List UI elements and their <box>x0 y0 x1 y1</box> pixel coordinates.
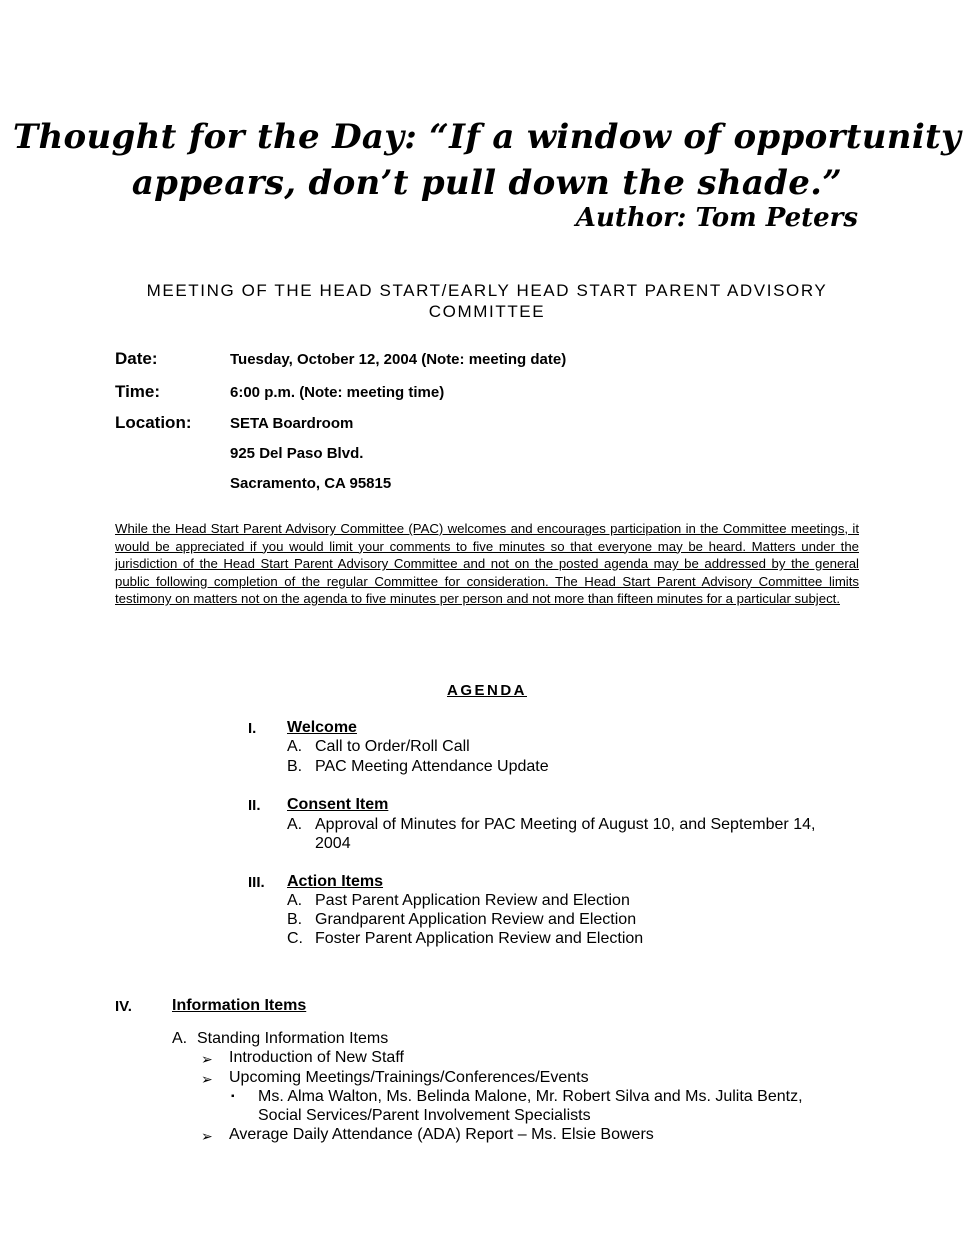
section-4-title: Information Items <box>172 997 307 1014</box>
agenda-item <box>172 1030 388 1048</box>
agenda-item <box>287 758 549 776</box>
arrow-bullet-icon: ➢ <box>201 1128 213 1144</box>
sub-item: Upcoming Meetings/Trainings/Conferences/Events <box>229 1069 589 1086</box>
arrow-bullet-icon: ➢ <box>201 1051 213 1067</box>
time-label: Time: <box>115 382 161 401</box>
sub-item: Introduction of New Staff <box>229 1049 404 1066</box>
agenda-title: AGENDA <box>446 682 527 699</box>
item-text: Past Parent Application Review and Election <box>315 892 630 909</box>
arrow-bullet-icon: ➢ <box>201 1071 213 1087</box>
location-line-2: 925 Del Paso Blvd. <box>230 445 364 462</box>
agenda-item <box>287 816 815 834</box>
item-marker: A. <box>287 816 303 833</box>
public-comment-notice: While the Head Start Parent Advisory Committee (PAC) welcomes and encourages participation in the Committee meetings, it would be appreciated if you would limit your comments to five minutes so that everyone may be heard. Matters under the jurisdiction of the Head Start Parent Advisory Committee and not on the posted agenda may be addressed by the general public following completion of the regular Committee for consideration. The Head Start Parent Advisory Committee limits testimony on matters not on the agenda to five minutes per person and not more than fifteen minutes for a particular subject. <box>115 521 859 606</box>
item-marker: B. <box>287 911 303 928</box>
location-line-1: SETA Boardroom <box>230 415 354 432</box>
date-value: Tuesday, October 12, 2004 (Note: meeting date) <box>230 351 567 368</box>
square-bullet-icon: ▪ <box>231 1091 235 1102</box>
item-text: Standing Information Items <box>197 1030 389 1047</box>
item-marker: A. <box>287 738 303 755</box>
item-text: PAC Meeting Attendance Update <box>315 758 549 775</box>
section-1-title: Welcome <box>287 719 357 736</box>
quote-author: Author: Tom Peters <box>575 203 858 233</box>
agenda-item <box>287 892 630 910</box>
quote-line-2: appears, don’t pull down the shade.” <box>131 163 843 203</box>
section-3-title: Action Items <box>287 873 384 890</box>
sub-sub-item-continuation: Social Services/Parent Involvement Specialists <box>258 1107 591 1124</box>
item-text: Approval of Minutes for PAC Meeting of August 10, and September 14, <box>315 816 816 833</box>
section-4-number: IV. <box>115 998 132 1015</box>
date-label: Date: <box>115 349 158 368</box>
time-value: 6:00 p.m. (Note: meeting time) <box>230 384 445 401</box>
item-marker: A. <box>172 1030 188 1047</box>
item-marker: A. <box>287 892 303 909</box>
quote-line-1: Thought for the Day: “If a window of opportunity <box>12 117 962 157</box>
location-label: Location: <box>115 413 192 432</box>
sub-sub-item: Ms. Alma Walton, Ms. Belinda Malone, Mr. Robert Silva and Ms. Julita Bentz, <box>258 1088 803 1105</box>
item-marker: B. <box>287 758 303 775</box>
agenda-item <box>287 930 643 948</box>
section-2-number: II. <box>248 797 261 814</box>
item-text: Call to Order/Roll Call <box>315 738 470 755</box>
section-1-number: I. <box>248 720 257 737</box>
agenda-item-continuation: 2004 <box>315 835 351 852</box>
section-3-number: III. <box>248 874 265 891</box>
item-text: Grandparent Application Review and Election <box>315 911 637 928</box>
location-line-3: Sacramento, CA 95815 <box>230 475 392 492</box>
agenda-item <box>287 738 470 756</box>
item-marker: C. <box>287 930 303 947</box>
section-2-title: Consent Item <box>287 796 389 813</box>
meeting-title: MEETING OF THE HEAD START/EARLY HEAD START PARENT ADVISORY COMMITTEE <box>146 281 828 321</box>
item-text: Foster Parent Application Review and Election <box>315 930 644 947</box>
sub-item: Average Daily Attendance (ADA) Report – Ms. Elsie Bowers <box>229 1126 654 1143</box>
agenda-item <box>287 911 636 929</box>
